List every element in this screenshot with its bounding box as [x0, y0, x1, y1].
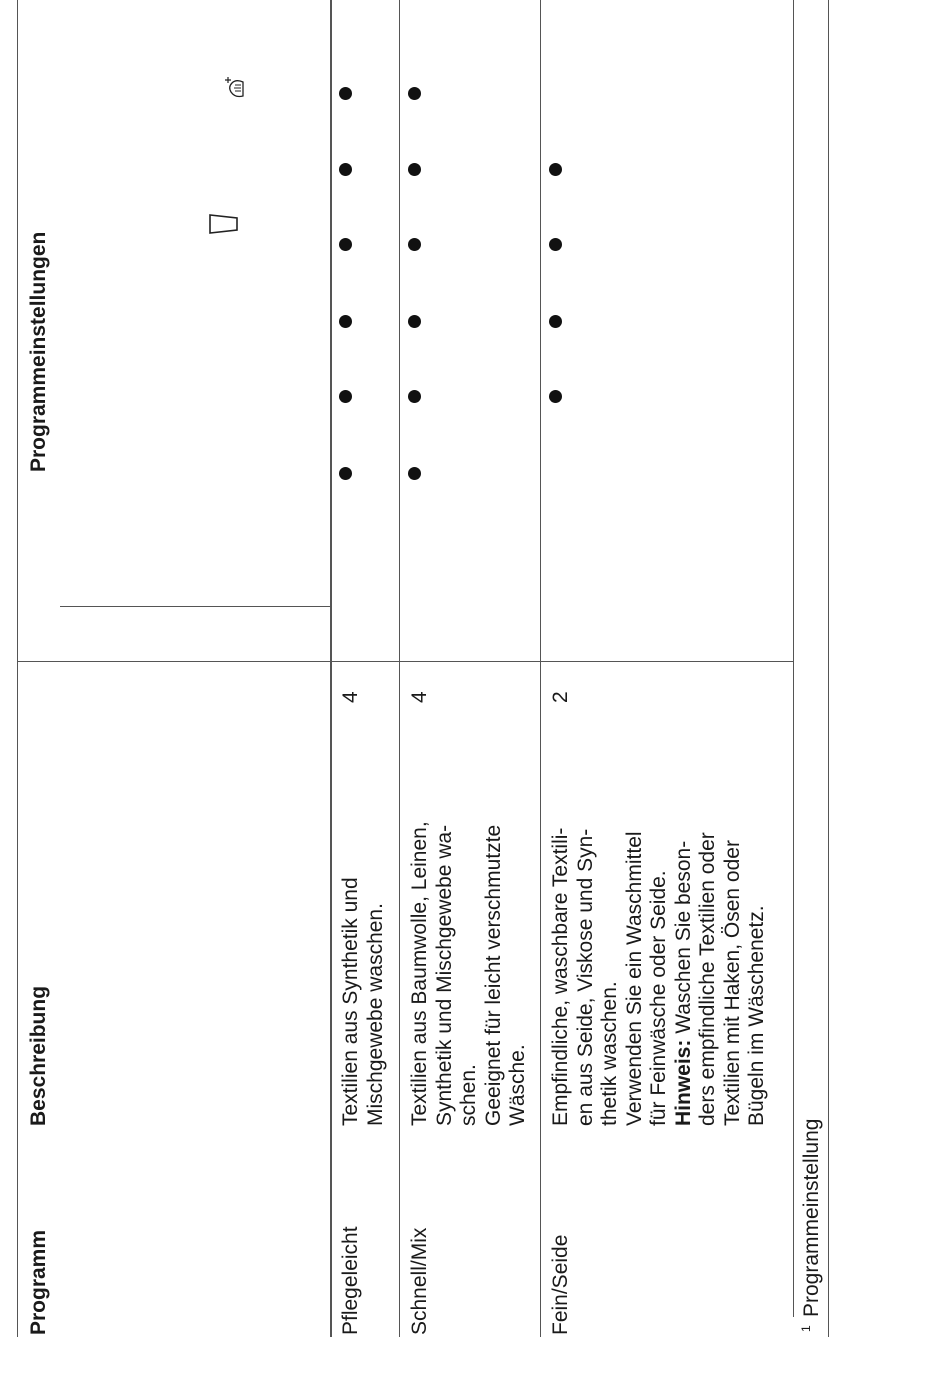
row-divider — [399, 0, 400, 1337]
settings-subheader-line — [60, 606, 330, 607]
stain-plus-icon — [223, 74, 249, 100]
program-description: Textilien aus Synthetik und Mischgewebe waschen. — [339, 877, 387, 1126]
program-description: Textilien aus Baumwolle, Leinen, Synthetik und Mischgewebe wa- schen. Geeignet für leicht verschmutzte Wäsche. — [408, 821, 529, 1126]
setting-dot — [339, 238, 352, 251]
header-programm: Programm — [27, 1229, 50, 1335]
setting-dot — [549, 163, 562, 176]
program-number: 4 — [408, 691, 431, 703]
drum-outline-icon — [208, 213, 240, 235]
footnote-border — [828, 0, 829, 1337]
program-name: Fein/Seide — [549, 1234, 572, 1335]
setting-dot — [339, 315, 352, 328]
program-name: Schnell/Mix — [408, 1227, 431, 1335]
setting-dot — [408, 87, 421, 100]
row-divider — [540, 0, 541, 1337]
table-bottom-border — [793, 0, 794, 1317]
setting-dot — [339, 390, 352, 403]
hinweis-text: Waschen Sie beson- — [671, 840, 695, 1034]
column-divider — [17, 661, 793, 662]
setting-dot — [408, 390, 421, 403]
program-number: 2 — [549, 691, 572, 703]
setting-dot — [408, 238, 421, 251]
setting-dot — [339, 87, 352, 100]
footnote-mark: 1 — [799, 1325, 813, 1332]
setting-dot — [549, 238, 562, 251]
header-beschreibung: Beschreibung — [27, 985, 50, 1126]
setting-dot — [408, 315, 421, 328]
program-description: Empfindliche, waschbare Textili- en aus Seide, Viskose und Syn- thetik waschen. Verwenden Sie ein Waschmittel für Feinwäsche oder Seide. Hinweis: Waschen Sie beson- ders empfindliche Textilien oder Textilien mit Haken, Ösen oder Bügeln im Wäschenetz. — [549, 827, 768, 1126]
setting-dot — [339, 163, 352, 176]
setting-dot — [549, 390, 562, 403]
header-divider — [330, 0, 332, 1337]
setting-dot — [339, 467, 352, 480]
table-top-border — [17, 0, 18, 1337]
footnote-text: Programmeinstellung — [800, 1118, 823, 1317]
header-programmeinstellungen: Programmeinstellungen — [27, 231, 50, 472]
program-number: 4 — [339, 691, 362, 703]
setting-dot — [549, 315, 562, 328]
program-name: Pflegeleicht — [339, 1226, 362, 1335]
hinweis-label: Hinweis: — [671, 1039, 695, 1126]
setting-dot — [408, 163, 421, 176]
setting-dot — [408, 467, 421, 480]
